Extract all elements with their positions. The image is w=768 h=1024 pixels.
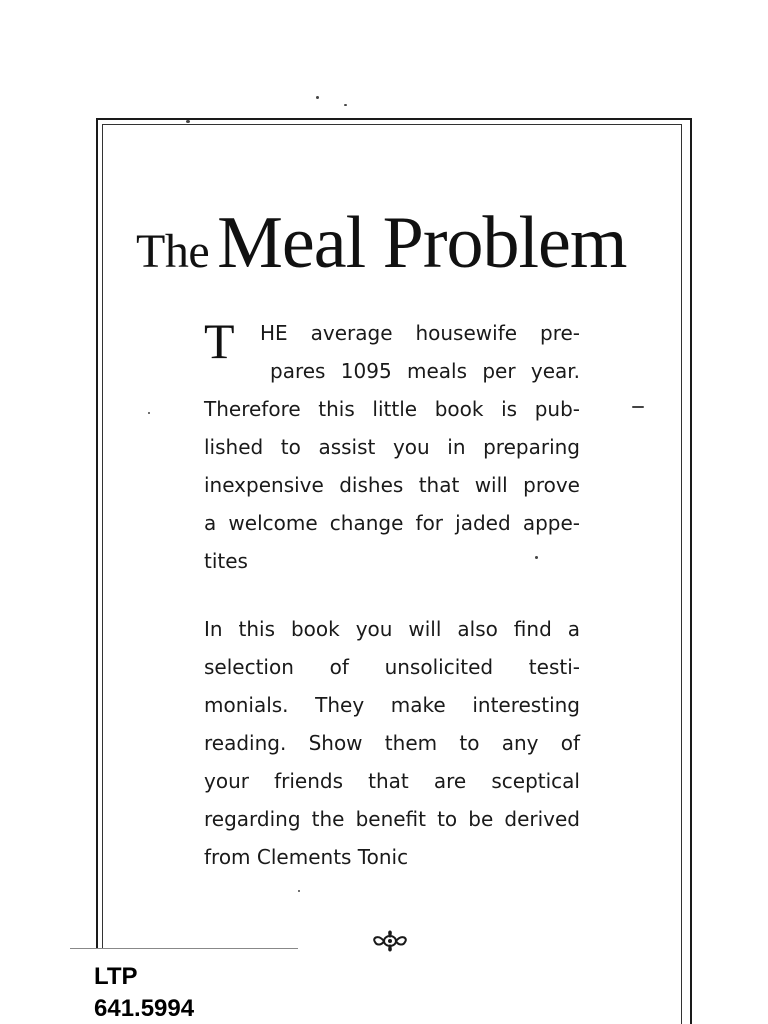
catalog-call-number: 641.5994 <box>94 995 195 1022</box>
paragraph-line: lished to assist you in preparing <box>204 435 580 459</box>
scan-speck <box>316 96 319 99</box>
scan-speck <box>298 890 300 892</box>
scan-speck <box>632 406 644 408</box>
catalog-collection: LTP <box>94 963 138 990</box>
scan-speck <box>148 412 150 414</box>
paragraph-line: your friends that are sceptical <box>204 769 580 793</box>
drop-cap: T <box>204 313 235 369</box>
paragraph-line: from Clements Tonic <box>204 845 409 869</box>
intro-paragraph <box>204 314 580 580</box>
title-main: Meal Problem <box>217 202 627 284</box>
title-prefix: The <box>136 225 210 278</box>
paragraph-line: monials. They make interesting <box>204 693 580 717</box>
paragraph-line: reading. Show them to any of <box>204 731 580 755</box>
paragraph-line: a welcome change for jaded appe- <box>204 511 580 535</box>
paragraph-line-text: HE average housewife pre- <box>260 321 580 345</box>
testimonials-paragraph <box>204 610 580 876</box>
fleuron-ornament-icon <box>370 926 410 956</box>
paragraph-line <box>204 313 580 369</box>
paragraph-line: selection of unsolicited testi- <box>204 655 580 679</box>
scan-speck <box>186 120 190 123</box>
paragraph-line: pares 1095 meals per year. <box>270 359 580 383</box>
paragraph-line: inexpensive dishes that will prove <box>204 473 580 497</box>
scan-speck <box>344 104 347 106</box>
paragraph-line: regarding the benefit to be derived <box>204 807 580 831</box>
paragraph-line: tites <box>204 549 248 573</box>
library-catalog-label <box>70 948 298 1024</box>
paragraph-line: In this book you will also find a <box>204 617 580 641</box>
paragraph-line: Therefore this little book is pub- <box>204 397 580 421</box>
page-title <box>136 202 656 284</box>
